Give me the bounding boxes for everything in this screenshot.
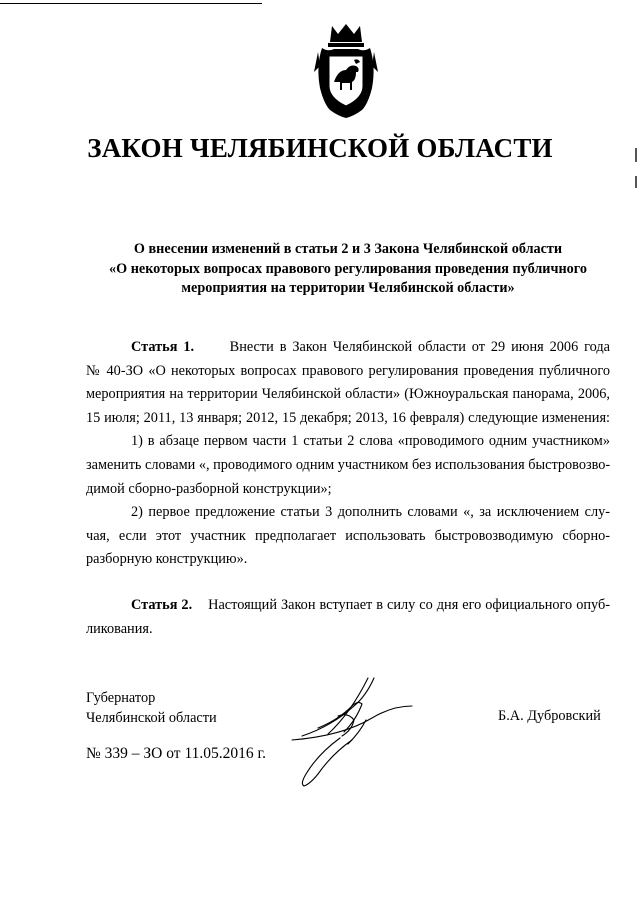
- item2-line: разборную конструкцию».: [86, 551, 248, 568]
- handwritten-signature: [282, 670, 422, 790]
- item1-line: заменить словами «, проводимого одним участником без использования быстровозво-: [86, 456, 611, 473]
- article1-line: мероприятия на территории Челябинской области» (Южноуральская панорама, 2006,: [86, 386, 610, 403]
- item1-line: 1) в абзаце первом части 1 статьи 2 слова «проводимого одним участником»: [131, 433, 610, 450]
- heading-line: мероприятия на территории Челябинской области»: [181, 280, 515, 296]
- article1-first-line: [86, 336, 610, 360]
- heading-line: «О некоторых вопросах правового регулирования проведения публичного: [109, 260, 587, 277]
- article2-label: Статья 2.: [131, 596, 193, 613]
- article1-line: № 40-ЗО «О некоторых вопросах правового регулирования проведения публичного: [86, 362, 610, 379]
- article2-line: ликования.: [86, 620, 153, 637]
- top-rule: [0, 3, 262, 4]
- article2-first-line: [86, 594, 610, 618]
- item2-line: 2) первое предложение статьи 3 дополнить словами «, за исключением слу-: [131, 504, 610, 521]
- article1-text: Внести в Закон Челябинской области от 29 июня 2006 года: [229, 339, 611, 355]
- law-number-date: № 339 – ЗО от 11.05.2016 г.: [86, 745, 266, 762]
- edge-mark: [635, 176, 637, 188]
- item1-line: димой сборно-разборной конструкции»;: [86, 480, 332, 497]
- position-line: Губернатор: [86, 690, 156, 706]
- article1-line: 15 июля; 2011, 13 января; 2012, 15 декабря; 2013, 16 февраля) следующие изменения:: [86, 409, 610, 426]
- law-body: [86, 336, 610, 641]
- law-heading: [80, 240, 616, 299]
- signatory-position: [86, 688, 217, 728]
- edge-mark: [635, 148, 637, 162]
- item2-line: чая, если этот участник предполагает использовать быстровозводимую сборно-: [86, 527, 610, 544]
- position-line: Челябинской области: [86, 710, 217, 726]
- article1-label: Статья 1.: [131, 339, 195, 355]
- coat-of-arms-emblem: [314, 22, 378, 122]
- signatory-name: Б.А. Дубровский: [498, 708, 601, 724]
- heading-line: О внесении изменений в статьи 2 и 3 Закона Челябинской области: [133, 241, 563, 257]
- law-title: ЗАКОН ЧЕЛЯБИНСКОЙ ОБЛАСТИ: [87, 133, 553, 163]
- article2-text: Настоящий Закон вступает в силу со дня его официального опуб-: [208, 596, 610, 613]
